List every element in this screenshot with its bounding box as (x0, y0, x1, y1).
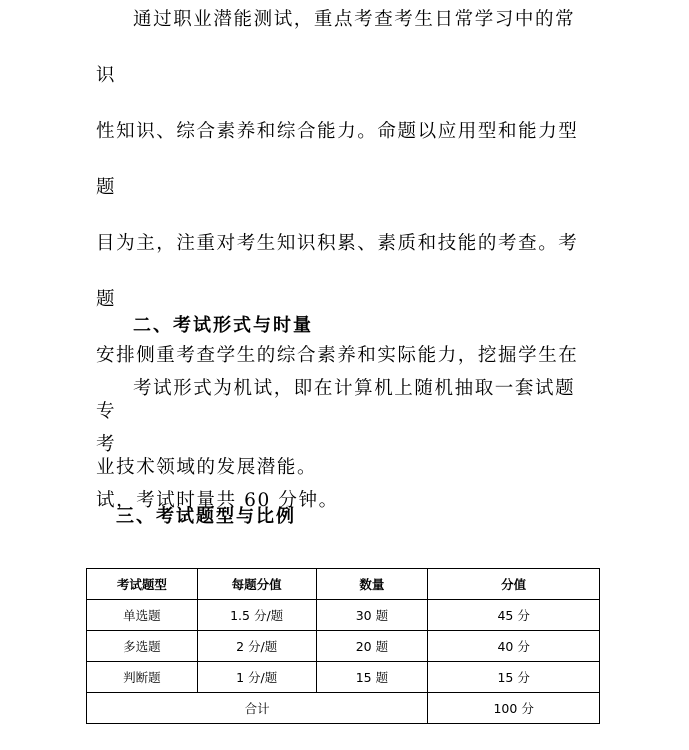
header-quantity: 数量 (316, 569, 428, 600)
table-cell: 单选题 (87, 600, 198, 631)
table-row (87, 600, 600, 631)
table-cell: 1.5 分/题 (197, 600, 316, 631)
table-cell: 1 分/题 (197, 662, 316, 693)
total-value: 100 分 (428, 693, 600, 724)
table-cell: 判断题 (87, 662, 198, 693)
table-cell: 40 分 (428, 631, 600, 662)
table-header-row (87, 569, 600, 600)
header-question-type: 考试题型 (87, 569, 198, 600)
intro-line-5: 业技术领域的发展潜能。 (96, 457, 318, 478)
table-row (87, 631, 600, 662)
exam-format-line-1: 考试形式为机试，即在计算机上随机抽取一套试题考 (96, 378, 576, 455)
section-heading-exam-format: 二、考试形式与时量 (133, 315, 313, 336)
intro-line-4: 安排侧重考查学生的综合素养和实际能力，挖掘学生在专 (96, 345, 579, 422)
table-total-row (87, 693, 600, 724)
intro-line-3: 目为主，注重对考生知识积累、素质和技能的考查。考题 (96, 233, 579, 310)
table-cell: 20 题 (316, 631, 428, 662)
intro-line-1: 通过职业潜能测试，重点考查考生日常学习中的常识 (96, 9, 576, 86)
section-heading-question-types: 三、考试题型与比例 (116, 506, 296, 527)
question-type-table (86, 568, 600, 724)
table-cell: 15 分 (428, 662, 600, 693)
table-row (87, 662, 600, 693)
table-cell: 30 题 (316, 600, 428, 631)
total-label: 合计 (87, 693, 428, 724)
header-points-per-question: 每题分值 (197, 569, 316, 600)
table-cell: 15 题 (316, 662, 428, 693)
exam-format-line-2: 试，考试时量共 60 分钟。 (96, 490, 339, 511)
table-cell: 2 分/题 (197, 631, 316, 662)
header-score: 分值 (428, 569, 600, 600)
intro-line-2: 性知识、综合素养和综合能力。命题以应用型和能力型题 (96, 121, 579, 198)
table-cell: 多选题 (87, 631, 198, 662)
table-cell: 45 分 (428, 600, 600, 631)
